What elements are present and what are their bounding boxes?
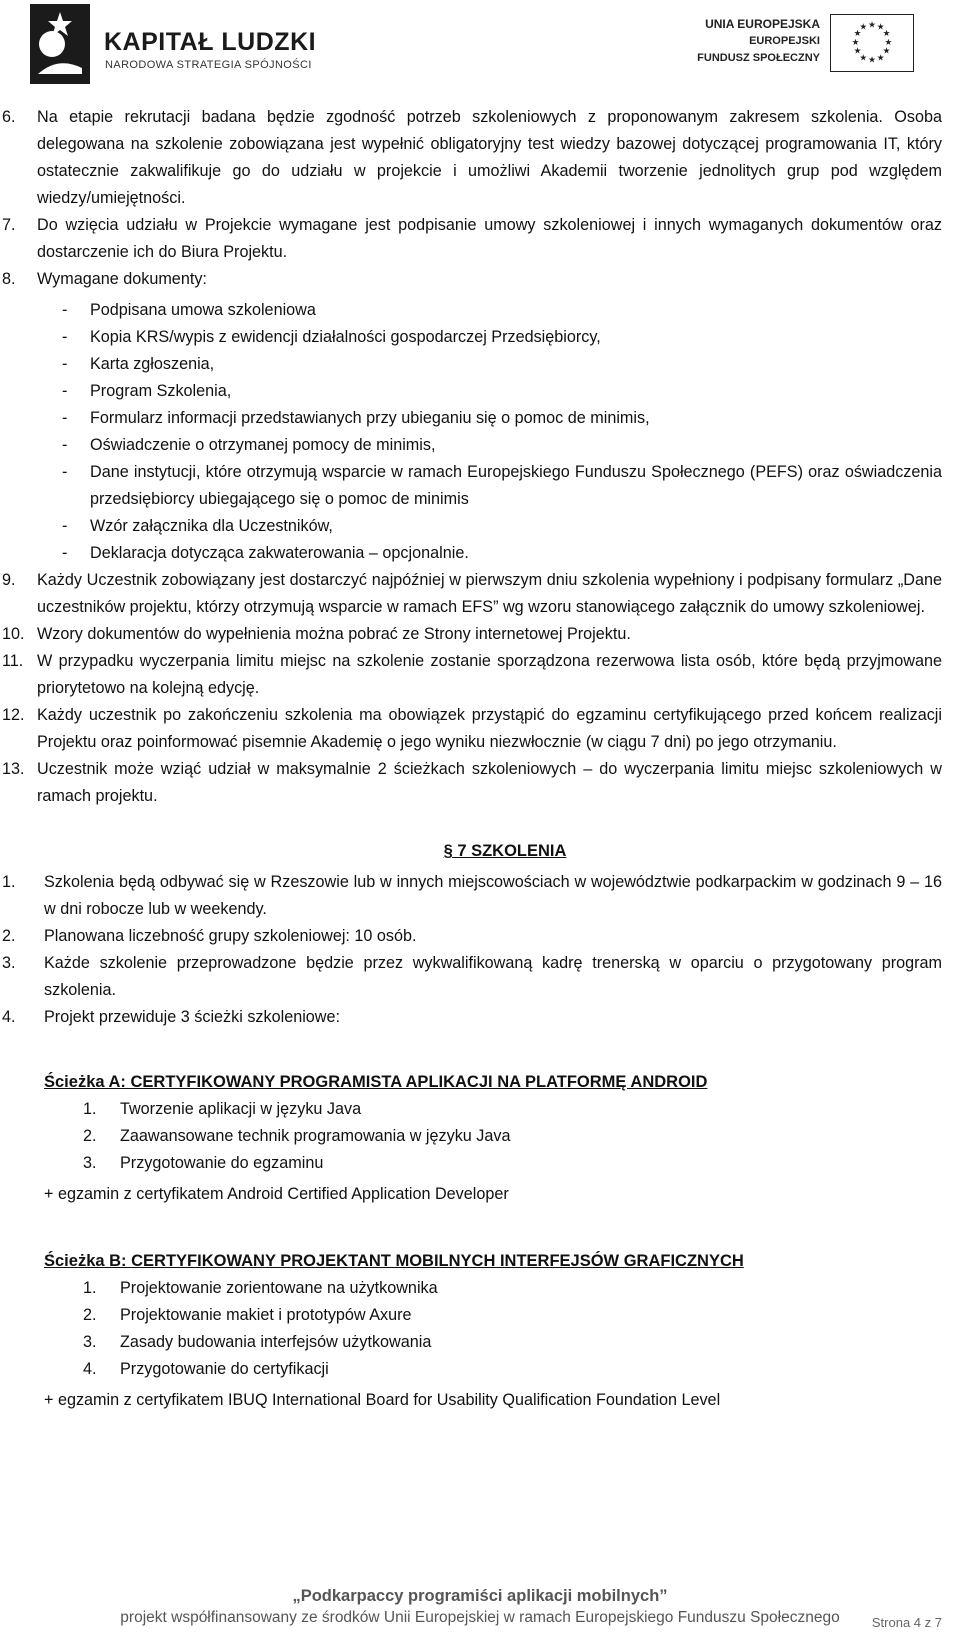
list-item: 1. Szkolenia będą odbywać się w Rzeszowie lub w innych miejscowościach w województwie podkarpackim w godzinach 9 – 16 w dni robocze lub w weekendy.: [2, 873, 942, 918]
kapital-ludzki-title: KAPITAŁ LUDZKI: [104, 28, 317, 56]
page-number: Strona 4 z 7: [871, 1615, 942, 1630]
list-item: 4. Projekt przewiduje 3 ścieżki szkoleniowe:: [2, 1008, 340, 1026]
section-heading: § 7 SZKOLENIA: [443, 842, 567, 860]
document-item: - Kopia KRS/wypis z ewidencji działalności gospodarczej Przedsiębiorcy,: [62, 328, 601, 346]
track-b-item: 4. Przygotowanie do certyfikacji: [83, 1360, 329, 1378]
list-item: 2. Planowana liczebność grupy szkoleniowej: 10 osób.: [2, 927, 417, 945]
list-item: 13. Uczestnik może wziąć udział w maksymalnie 2 ścieżkach szkoleniowych – do wyczerpania limitu miejsc szkoleniowych w ramach projektu.: [2, 760, 942, 805]
page-footer: [0, 1585, 960, 1629]
list-item: 7. Do wzięcia udziału w Projekcie wymagane jest podpisanie umowy szkoleniowej i innych wymaganych dokumentów oraz dostarczenie ich do Biura Projektu.: [2, 216, 942, 261]
svg-text:★: ★: [859, 22, 868, 33]
track-b-item: 2. Projektowanie makiet i prototypów Axure: [83, 1306, 412, 1324]
document-body: [0, 104, 960, 1414]
footer-cofinance: projekt współfinansowany ze środków Unii Europejskiej w ramach Europejskiego Funduszu Społecznego: [120, 1609, 840, 1626]
kapital-ludzki-emblem-icon: [30, 4, 90, 84]
svg-text:★: ★: [882, 29, 891, 40]
document-item: - Oświadczenie o otrzymanej pomocy de minimis,: [62, 436, 436, 454]
document-item: - Wzór załącznika dla Uczestników,: [62, 517, 333, 535]
track-a-item: 3. Przygotowanie do egzaminu: [83, 1154, 324, 1172]
svg-text:★: ★: [882, 46, 891, 57]
eu-line-2: EUROPEJSKI: [749, 35, 820, 47]
svg-text:★: ★: [853, 29, 862, 40]
list-item: 3. Każde szkolenie przeprowadzone będzie przez wykwalifikowaną kadrę trenerską w oparciu o przygotowany program szkolenia.: [2, 954, 942, 999]
svg-text:★: ★: [853, 46, 862, 57]
kapital-ludzki-subtitle: NARODOWA STRATEGIA SPÓJNOŚCI: [105, 59, 312, 71]
svg-text:★: ★: [876, 22, 885, 33]
footer-project-name: „Podkarpaccy programiści aplikacji mobilnych”: [292, 1587, 668, 1605]
list-item: 9. Każdy Uczestnik zobowiązany jest dostarczyć najpóźniej w pierwszym dniu szkolenia wypełniony i podpisany formularz „Dane uczestników projektu, którzy otrzymują wsparcie w ramach EFS” wg wzoru stanowiącego załącznik do umowy szkoleniowej.: [2, 571, 942, 616]
track-b-item: 3. Zasady budowania interfejsów użytkowania: [83, 1333, 432, 1351]
track-a-exam: + egzamin z certyfikatem Android Certified Application Developer: [44, 1185, 509, 1203]
track-b-title: Ścieżka B: CERTYFIKOWANY PROJEKTANT MOBILNYCH INTERFEJSÓW GRAFICZNYCH: [44, 1252, 744, 1270]
track-a-item: 2. Zaawansowane technik programowania w języku Java: [83, 1127, 511, 1145]
documents-list: [0, 297, 960, 567]
document-item: - Formularz informacji przedstawianych przy ubieganiu się o pomoc de minimis,: [62, 409, 650, 427]
track-b-exam: + egzamin z certyfikatem IBUQ International Board for Usability Qualification Foundation Level: [44, 1391, 721, 1409]
document-item: - Dane instytucji, które otrzymują wsparcie w ramach Europejskiego Funduszu Społecznego (PEFS) oraz oświadczenia przedsiębiorcy ubiegającego się o pomoc de minimis: [62, 463, 942, 508]
document-item: - Podpisana umowa szkoleniowa: [62, 301, 316, 319]
document-item: - Karta zgłoszenia,: [62, 355, 215, 373]
eu-line-3: FUNDUSZ SPOŁECZNY: [697, 52, 820, 64]
eu-line-1: UNIA EUROPEJSKA: [705, 17, 820, 31]
eu-logo: [696, 14, 936, 72]
kapital-ludzki-logo: [30, 4, 320, 84]
section-7: [0, 869, 960, 1031]
svg-text:★: ★: [876, 53, 885, 64]
list-item: 11. W przypadku wyczerpania limitu miejsc na szkolenie zostanie sporządzona rezerwowa lista osób, które będą przyjmowane priorytetowo na kolejną edycję.: [2, 652, 942, 697]
track-b-item: 1. Projektowanie zorientowane na użytkownika: [83, 1279, 438, 1297]
document-item: - Deklaracja dotycząca zakwaterowania – opcjonalnie.: [62, 544, 469, 562]
svg-text:★: ★: [868, 20, 876, 31]
svg-text:★: ★: [884, 37, 893, 48]
svg-text:★: ★: [859, 53, 868, 64]
eu-flag-icon: [830, 14, 914, 72]
document-item: - Program Szkolenia,: [62, 382, 232, 400]
page-header: [0, 0, 960, 88]
svg-text:★: ★: [851, 37, 860, 48]
track-a-title: Ścieżka A: CERTYFIKOWANY PROGRAMISTA APLIKACJI NA PLATFORMĘ ANDROID: [44, 1073, 708, 1091]
list-item: 8. Wymagane dokumenty:: [2, 270, 207, 288]
eu-logo-text: [696, 16, 820, 67]
list-item: 12. Każdy uczestnik po zakończeniu szkolenia ma obowiązek przystąpić do egzaminu certyfikującego przed końcem realizacji Projektu oraz poinformować pisemnie Akademię o jego wyniku niezwłocznie (w ciągu 7 dni) po jego otrzymaniu.: [2, 706, 942, 751]
list-item: 10. Wzory dokumentów do wypełnienia można pobrać ze Strony internetowej Projektu.: [2, 625, 631, 643]
list-item: 6. Na etapie rekrutacji badana będzie zgodność potrzeb szkoleniowych z proponowanym zakresem szkolenia. Osoba delegowana na szkolenie zobowiązana jest wypełnić obligatoryjny test wiedzy bazowej dotyczącej programowania IT, który ostatecznie zakwalifikuje go do udziału w projekcie i umożliwi Akademii tworzenie jednolitych grup pod względem wiedzy/umiejętności.: [2, 108, 942, 207]
svg-text:★: ★: [868, 55, 876, 66]
track-a-item: 1. Tworzenie aplikacji w języku Java: [83, 1100, 362, 1118]
